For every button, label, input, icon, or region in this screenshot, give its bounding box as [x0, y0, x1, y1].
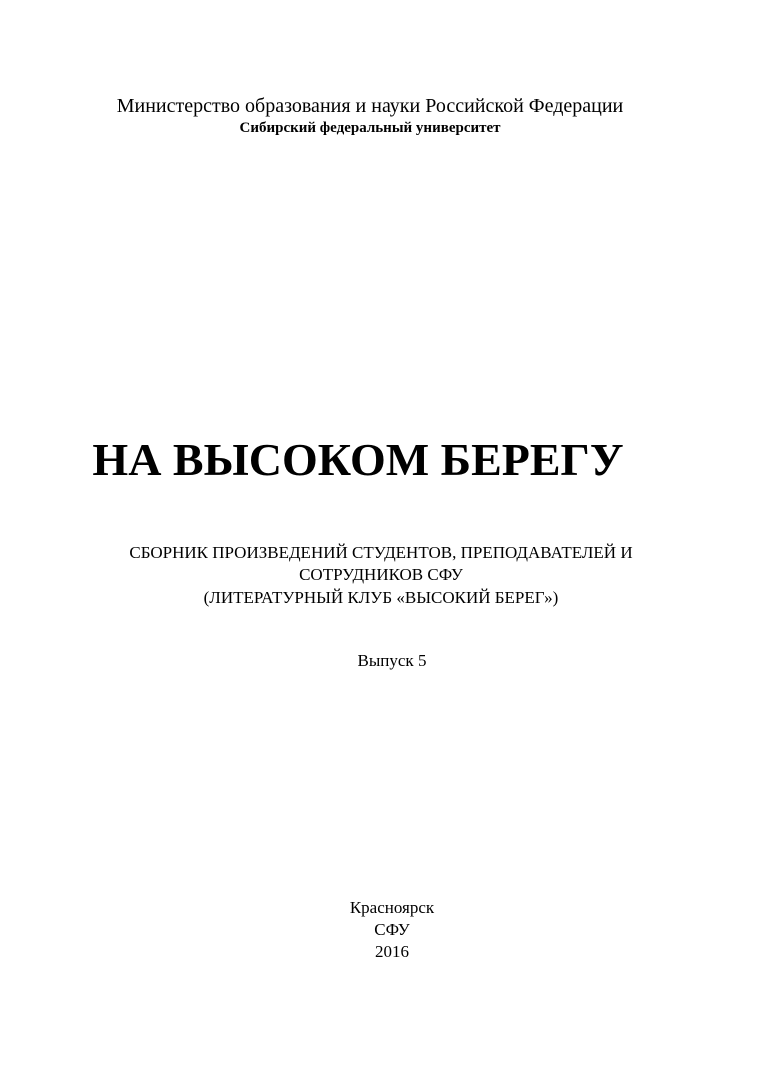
subtitle-line: (ЛИТЕРАТУРНЫЙ КЛУБ «ВЫСОКИЙ БЕРЕГ»): [203, 588, 559, 607]
subtitle-line: СБОРНИК ПРОИЗВЕДЕНИЙ СТУДЕНТОВ, ПРЕПОДАВАТЕЛЕЙ И: [129, 543, 633, 562]
subtitle-line: СОТРУДНИКОВ СФУ: [299, 565, 463, 584]
issue-number: Выпуск 5: [357, 651, 427, 670]
imprint-publisher: СФУ: [374, 920, 410, 939]
book-title: НА ВЫСОКОМ БЕРЕГУ: [92, 434, 624, 485]
ministry-name: Министерство образования и науки Российской Федерации: [116, 95, 624, 117]
university-name: Сибирский федеральный университет: [239, 120, 501, 136]
imprint-year: 2016: [375, 942, 409, 961]
imprint-city: Красноярск: [349, 898, 435, 917]
